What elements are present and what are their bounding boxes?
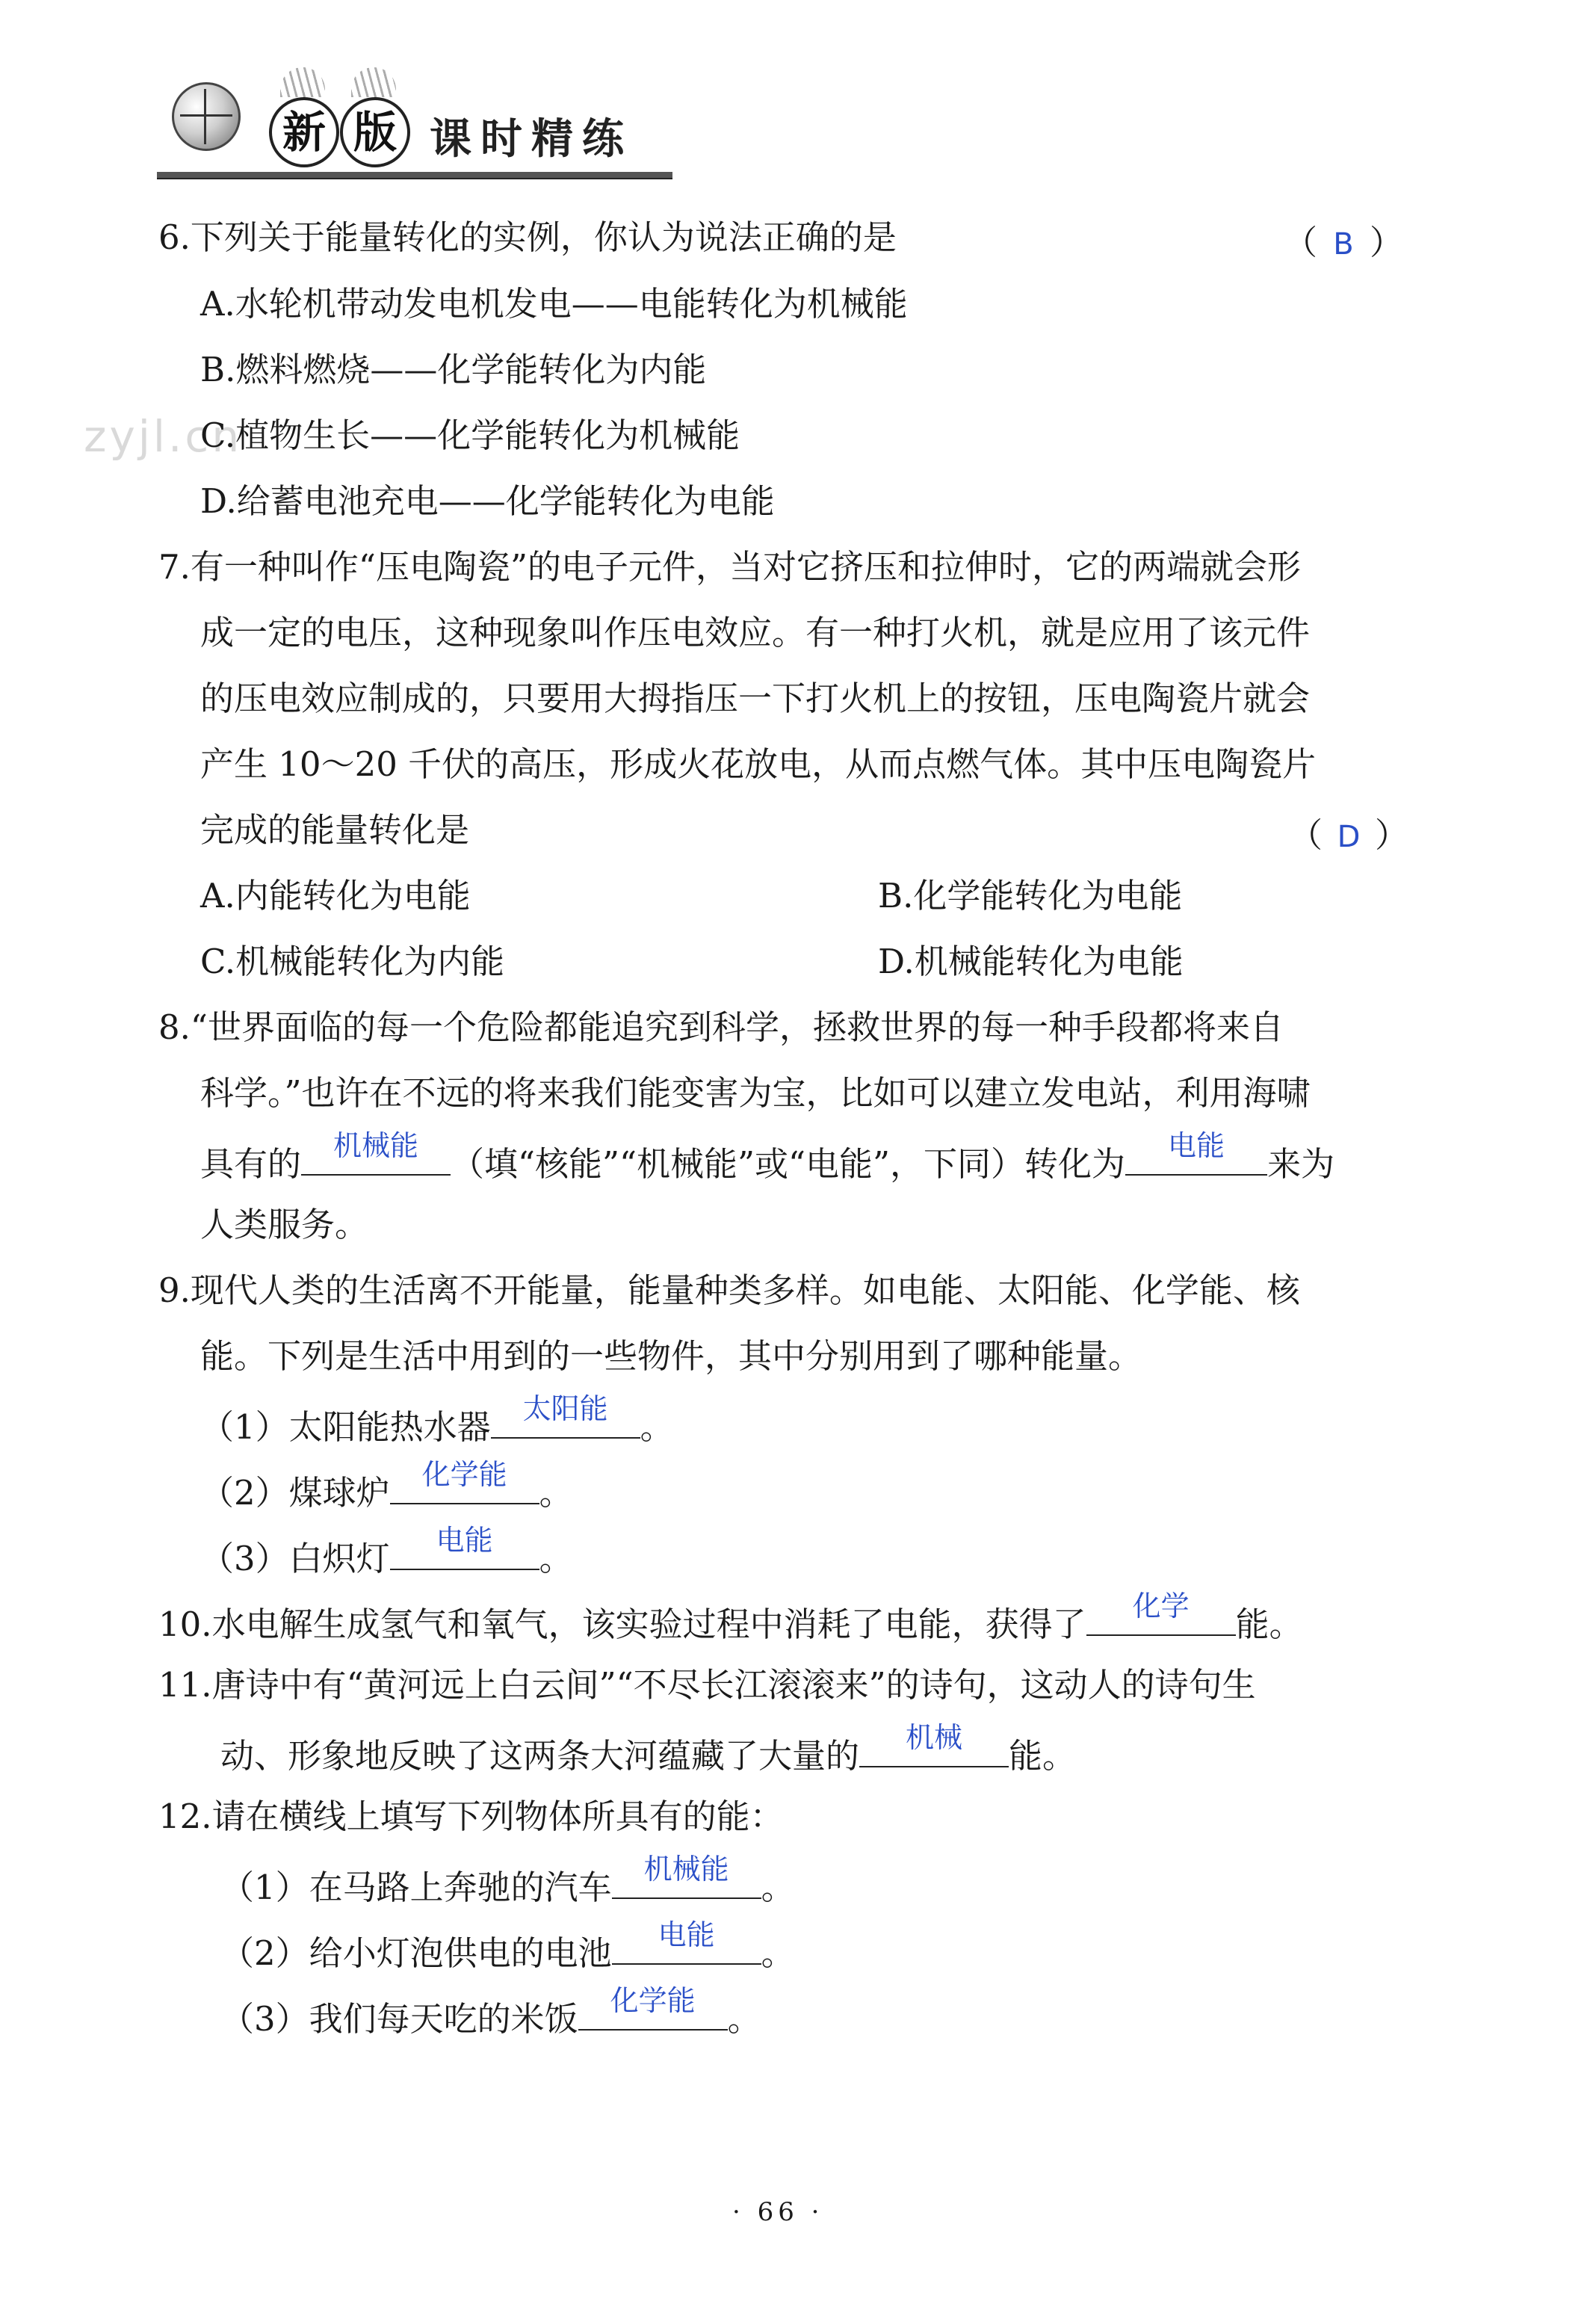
q7-answer: D	[1337, 820, 1361, 854]
q12-blank-2	[612, 1918, 761, 1965]
q6-answer: B	[1333, 227, 1354, 262]
q7-line: 完成的能量转化是	[200, 810, 470, 850]
q6-answer-paren: （ B ）	[1284, 223, 1404, 262]
q8-line2: 科学。”也许在不远的将来我们能变害为宝，比如可以建立发电站，利用海啸	[200, 1073, 1311, 1113]
q10-answer: 化学	[1132, 1590, 1190, 1622]
header-title: 课时精练	[430, 115, 633, 164]
watermark: zyjl.cn	[84, 411, 243, 462]
q12-answer-3: 化学能	[610, 1984, 696, 2017]
q6-option-b: B.燃料燃烧——化学能转化为内能	[200, 350, 707, 389]
q12-item-end: 。	[761, 1868, 795, 1907]
q7-option-c: C.机械能转化为内能	[200, 942, 505, 981]
q7-line: 7.有一种叫作“压电陶瓷”的电子元件，当对它挤压和拉伸时，它的两端就会形	[158, 547, 1301, 587]
q12-blank-1	[612, 1853, 761, 1899]
q7-line: 产生 10～20 千伏的高压，形成火花放电，从而点燃气体。其中压电陶瓷片	[200, 744, 1317, 784]
q8-blank-2	[1125, 1129, 1267, 1176]
q9-blank-2	[390, 1458, 539, 1504]
header-rule	[157, 172, 672, 179]
q10-text: 10.水电解生成氢气和氧气，该实验过程中消耗了电能，获得了	[158, 1605, 1086, 1644]
book-header	[157, 45, 680, 179]
q10-blank	[1086, 1590, 1236, 1636]
q9-blank-3	[390, 1524, 539, 1570]
q9-item-label: （2）煤球炉	[200, 1473, 390, 1513]
q9-item-2	[200, 1458, 573, 1516]
q11-text: 能。	[1009, 1736, 1077, 1776]
q12-stem: 12.请在横线上填写下列物体所具有的能：	[158, 1797, 784, 1836]
firework-decoration-icon	[351, 67, 396, 97]
q8-blank-1	[301, 1129, 451, 1176]
q12-item-2	[220, 1918, 795, 1976]
q8-text: 具有的	[200, 1144, 302, 1184]
q9-line1: 9.现代人类的生活离不开能量，能量种类多样。如电能、太阳能、化学能、核	[158, 1270, 1300, 1310]
q12-item-end: 。	[761, 1933, 795, 1973]
q7-option-d: D.机械能转化为电能	[878, 942, 1184, 981]
firework-decoration-icon	[280, 67, 325, 97]
q6-option-c: C.植物生长——化学能转化为机械能	[200, 416, 740, 455]
q11-blank	[859, 1721, 1009, 1767]
q9-item-3	[200, 1524, 573, 1581]
q8-text: 来为	[1267, 1144, 1335, 1184]
q8-answer-2: 电能	[1168, 1129, 1225, 1162]
q10-line	[158, 1590, 1303, 1647]
q9-item-end: 。	[539, 1539, 573, 1578]
q7-option-b: B.化学能转化为电能	[878, 876, 1183, 915]
q9-item-label: （3）白炽灯	[200, 1539, 390, 1578]
q11-line1: 11.唐诗中有“黄河远上白云间”“不尽长江滚滚来”的诗句，这动人的诗句生	[158, 1665, 1256, 1705]
q12-answer-1: 机械能	[643, 1853, 729, 1886]
q9-item-end: 。	[539, 1473, 573, 1513]
q11-answer: 机械	[906, 1721, 963, 1754]
q9-answer-3: 电能	[436, 1524, 493, 1557]
q12-item-label: （1）在马路上奔驰的汽车	[220, 1868, 612, 1907]
q9-item-label: （1）太阳能热水器	[200, 1407, 491, 1447]
q9-answer-1: 太阳能	[522, 1392, 608, 1425]
q11-line2	[220, 1721, 1077, 1779]
q6-option-d: D.给蓄电池充电——化学能转化为电能	[200, 481, 775, 521]
q12-item-end: 。	[727, 1999, 761, 2039]
header-circle-char: 版	[340, 97, 410, 167]
q9-item-end: 。	[640, 1407, 674, 1447]
page-number: · 66 ·	[732, 2197, 824, 2227]
q12-item-1	[220, 1853, 795, 1910]
q7-line: 成一定的电压，这种现象叫作压电效应。有一种打火机，就是应用了该元件	[200, 613, 1311, 652]
globe-logo-icon	[172, 82, 241, 151]
q9-item-1	[200, 1392, 674, 1450]
q12-item-3	[220, 1984, 761, 2042]
q8-line1: 8.“世界面临的每一个危险都能追究到科学，拯救世界的每一种手段都将来自	[158, 1007, 1284, 1047]
q8-answer-1: 机械能	[333, 1129, 419, 1162]
q6-stem: 6.下列关于能量转化的实例，你认为说法正确的是	[158, 217, 897, 257]
q7-option-a: A.内能转化为电能	[200, 876, 471, 915]
q9-answer-2: 化学能	[421, 1458, 507, 1491]
header-circle-char: 新	[269, 97, 339, 167]
q7-line: 的压电效应制成的，只要用大拇指压一下打火机上的按钮，压电陶瓷片就会	[200, 679, 1311, 718]
q8-text: （填“核能”“机械能”或“电能”，下同）转化为	[451, 1144, 1126, 1184]
q9-line2: 能。下列是生活中用到的一些物件，其中分别用到了哪种能量。	[200, 1336, 1142, 1376]
q8-line3	[200, 1129, 1335, 1187]
q7-answer-paren: （ D ）	[1289, 815, 1409, 855]
q12-item-label: （2）给小灯泡供电的电池	[220, 1933, 612, 1973]
q9-blank-1	[491, 1392, 640, 1439]
q6-option-a: A.水轮机带动发电机发电——电能转化为机械能	[200, 284, 908, 324]
q8-line4: 人类服务。	[200, 1205, 369, 1244]
q12-answer-2: 电能	[658, 1918, 715, 1951]
q12-item-label: （3）我们每天吃的米饭	[220, 1999, 578, 2039]
q12-blank-3	[578, 1984, 728, 2031]
q11-text: 动、形象地反映了这两条大河蕴藏了大量的	[220, 1736, 860, 1776]
q10-text: 能。	[1235, 1605, 1303, 1644]
